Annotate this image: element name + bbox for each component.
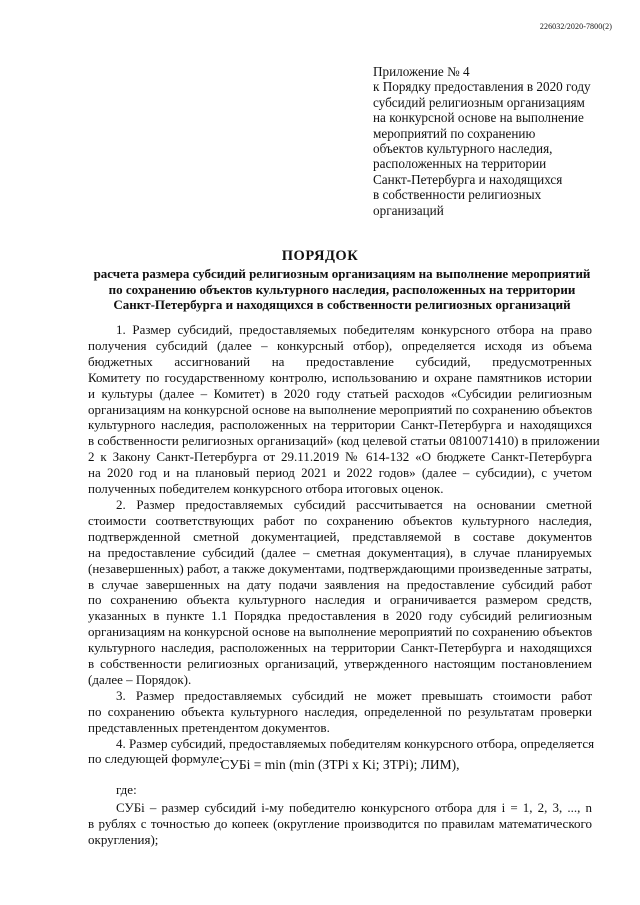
definition-line: в рублях с точностью до копеек (округление производится по правилам математического [88,815,592,831]
appendix-line: расположенных на территории [373,156,547,172]
paragraph [88,688,592,736]
appendix-line: объектов культурного наследия, [373,141,553,157]
paragraph-line: 2 к Закону Санкт-Петербурга от 29.11.2019 № 614-132 «О бюджете Санкт-Петербурга [88,449,592,465]
subtitle-line: по сохранению объектов культурного наследия, расположенных на территории [108,281,576,297]
paragraph-line: организациям на конкурсной основе на выполнение мероприятий по сохранению объектов [88,401,593,417]
paragraph-line: (незавершенных) работ, а также документами, подтверждающими произведенные затраты, [88,560,592,576]
paragraph-line: в собственности религиозных организаций» (код целевой статьи 0810071410) в приложении [88,433,600,449]
paragraph-line: представленных претендентом документов. [88,719,330,735]
paragraph-line: 2. Размер предоставляемых субсидий рассчитывается на основании сметной [116,496,592,512]
appendix-line: на конкурсной основе на выполнение [373,110,584,126]
paragraph-line: бюджетных ассигнований на предоставление субсидий, предусмотренных [88,353,592,369]
definition-line: СУБi – размер субсидий i-му победителю конкурсного отбора для i = 1, 2, 3, ..., n [116,799,592,815]
paragraph-line: получения субсидий (далее – конкурсный отбор), определяется исходя из объема [88,337,592,353]
paragraph-line: 4. Размер субсидий, предоставляемых победителям конкурсного отбора, определяется [116,735,595,751]
paragraph [88,497,592,688]
where-label: где: [116,782,137,797]
document-code: 226032/2020-7800(2) [539,22,612,31]
paragraph-line: 1. Размер субсидий, предоставляемых победителям конкурсного отбора на право [116,322,592,337]
paragraph-line: (далее – Порядок). [88,671,192,687]
paragraph [88,322,600,497]
appendix-block [373,64,613,218]
paragraph-line: стоимости соответствующих работ по сохранению объектов культурного наследия, [88,512,592,528]
subtitle-line: Санкт-Петербурга и находящихся в собственности религиозных организаций [113,297,571,313]
formula-definitions [88,782,592,848]
appendix-line: организаций [373,202,444,218]
paragraph-line: указанных в пункте 1.1 Порядка предоставления в 2020 году субсидий религиозным [88,608,592,624]
appendix-line: субсидий религиозным организациям [373,94,585,110]
appendix-line: в собственности религиозных [373,187,542,203]
document-body [88,322,600,767]
paragraph-line: на 2020 год и на плановый период 2021 и 2022 годов» (далее – субсидии), с учетом [88,465,592,481]
subtitle-line: расчета размера субсидий религиозным организациям на выполнение мероприятий [93,266,591,281]
paragraph-line: и культуры (далее – Комитет) в 2020 году статьей расходов «Субсидии религиозным [88,385,592,401]
paragraph-line: организациям на конкурсной основе на выполнение мероприятий по сохранению объектов [88,624,593,640]
paragraph-line: по сохранению объекта культурного наследия и ограничивается размером средств, [88,592,592,608]
paragraph-line: культурного наследия, расположенных на территории Санкт-Петербурга и находящихся [88,417,592,433]
formula: СУБi = min (min (ЗТРi x Ki; ЗТРi); ЛИМ), [220,757,460,772]
paragraph-line: в собственности религиозных организаций, утвержденного настоящим постановлением [88,656,592,672]
paragraph-line: полученных победителем конкурсного отбора итоговых оценок. [88,481,444,497]
document-title: ПОРЯДОК [281,248,359,264]
paragraph-line: Комитету по государственному контролю, использованию и охране памятников истории [88,369,592,385]
appendix-line: к Порядку предоставления в 2020 году [373,79,591,95]
paragraph-line: подтвержденной сметной документацией, представляемой в составе документов [88,528,592,544]
paragraph-line: 3. Размер предоставляемых субсидий не может превышать стоимости работ [116,687,592,703]
appendix-line: Приложение № 4 [373,64,470,79]
paragraph-line: по следующей формуле: [88,751,223,767]
paragraph-line: в случае завершенных на дату подачи заявления на предоставление субсидий работ [88,576,592,592]
document-subtitle [92,266,592,313]
paragraph-line: культурного наследия, расположенных на территории Санкт-Петербурга и находящихся [88,640,592,656]
definition-line: округления); [88,831,159,847]
paragraph-line: на предоставление субсидий (далее – сметная документация), в случае планируемых [88,544,592,560]
paragraph-line: по сохранению объекта культурного наследия, определенной по результатам проверки [88,703,592,719]
appendix-line: мероприятий по сохранению [373,125,536,141]
appendix-line: Санкт-Петербурга и находящихся [373,171,563,187]
